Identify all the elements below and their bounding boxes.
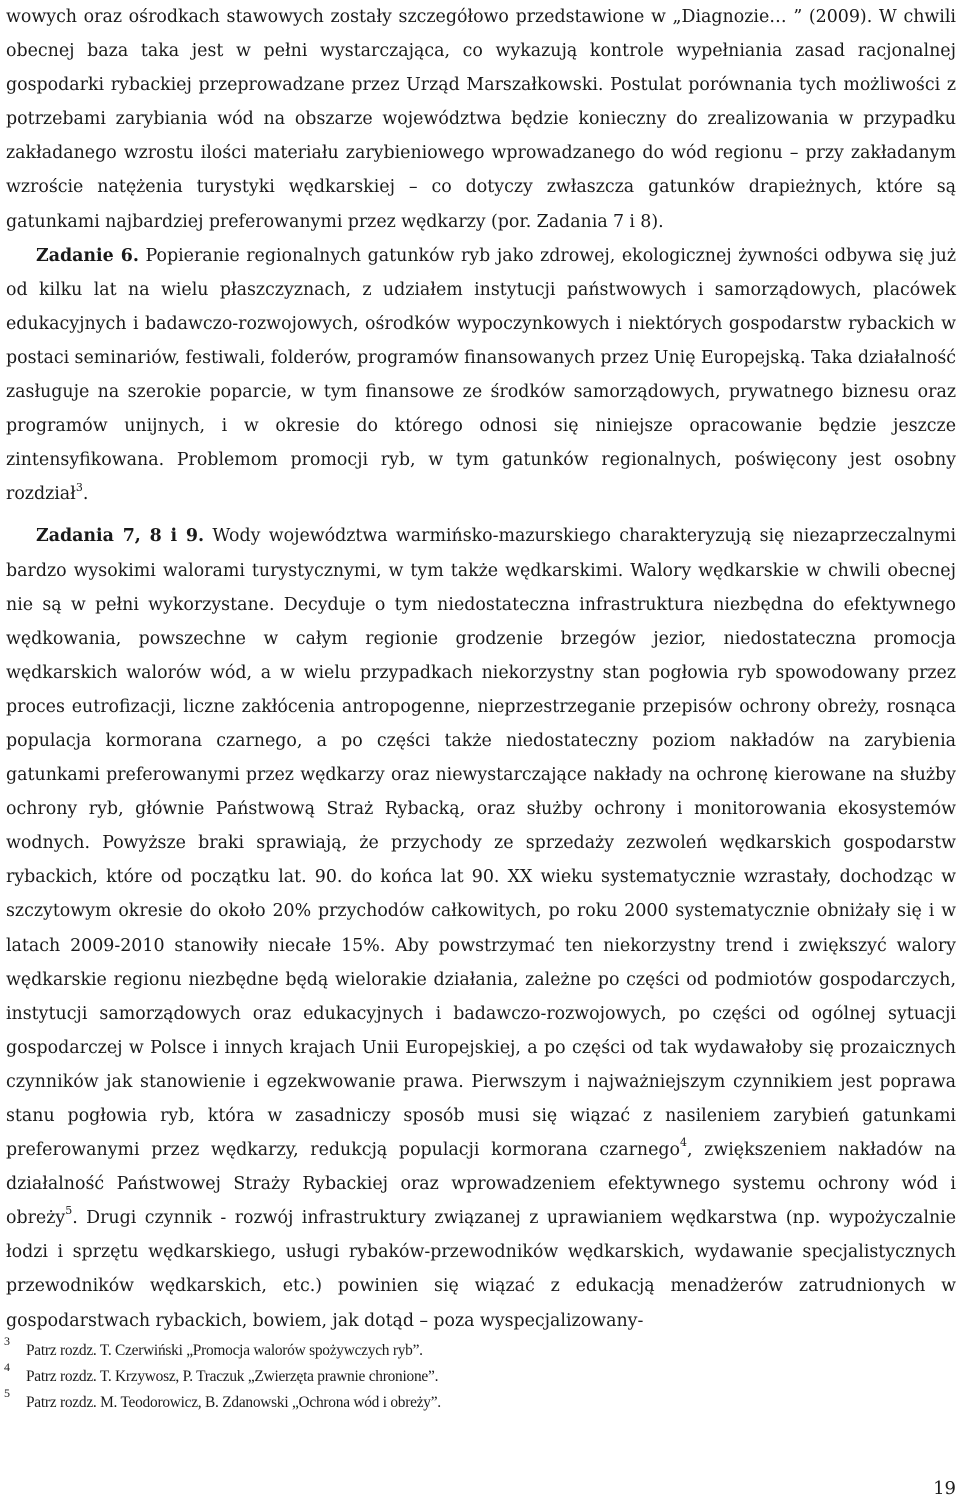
tasks-7-8-9-text-b: , zwiększeniem nakładów na działalność Państwowej Straży Rybackiej oraz wprowadzeniem efektywnego systemu ochrony wód i obreży [6,1140,956,1229]
task-6-heading: Zadanie 6. [36,245,139,266]
tasks-7-8-9-text-c: . Drugi czynnik - rozwój infrastruktury związanej z uprawianiem wędkarstwa (np. wypożyczalnie łodzi i sprzętu wędkarskiego, usługi rybaków-przewodników wędkarskich, wydawanie specjalistycznych przewodników wędkarskich, etc.) powinien się wiązać z edukacją menadżerów zatrudnionych w gospodarstwach rybackich, bowiem, jak dotąd – poza wyspecjalizowany- [6,1208,956,1331]
footnote-4 [4,1360,906,1390]
task-6-end: . [82,484,89,505]
footnote-ref-3[interactable]: 3 [75,480,83,494]
tasks-7-8-9-heading: Zadania 7, 8 i 9. [36,526,205,547]
footnote-number: 5 [4,1386,10,1400]
footnote-text: Patrz rozdz. T. Krzywosz, P. Traczuk „Zwierzęta prawnie chronione”. [26,1368,439,1385]
footnote-number: 4 [4,1360,10,1374]
paragraph-intro [6,0,956,239]
footnote-ref-4[interactable]: 4 [680,1136,687,1150]
footnote-ref-5[interactable]: 5 [65,1204,73,1218]
page-number: 19 [933,1478,956,1499]
task-6-text: Popieranie regionalnych gatunków ryb jako zdrowej, ekologicznej żywności odbywa się już od kilku lat na wielu płaszczyznach, z udziałem instytucji państwowych i samorządowych, placówek edukacyjnych i badawczo-rozwojowych, ośrodków wypoczynkowych i niektórych gospodarstw rybackich w postaci seminariów, festiwali, folderów, programów finansowanych przez Unię Europejską. Taka działalność zasługuje na szerokie poparcie, w tym finansowe ze środków samorządowych, prywatnego biznesu oraz programów unijnych, i w okresie do którego odnosi się niniejsze opracowanie będzie jeszcze zintensyfikowana. Problemom promocji ryb, w tym gatunków regionalnych, poświęcony jest osobny rozdział [6,245,957,505]
footnote-text: Patrz rozdz. T. Czerwiński „Promocja walorów spożywczych ryb”. [26,1342,423,1359]
paragraph-task-6 [6,239,956,512]
footnotes [4,1334,906,1416]
paragraph-tasks-7-8-9 [6,519,956,1337]
paragraph-intro-text: wowych oraz ośrodkach stawowych zostały szczegółowo przedstawione w „Diagnozie… ” (2009). W chwili obecnej baza taka jest w pełni wystarczająca, co wykazują kontrole wypełniania zasad racjonalnej gospodarki rybackiej przeprowadzane przez Urząd Marszałkowski. Postulat porównania tych możliwości z potrzebami zarybiania wód na obszarze województwa będzie konieczny do zrealizowania w przypadku zakładanego wzrostu ilości materiału zarybieniowego wprowadzanego do wód regionu – przy zakładanym wzroście natężenia turystyki wędkarskiej – co dotyczy zwłaszcza gatunków drapieżnych, które są gatunkami najbardziej preferowanymi przez wędkarzy (por. Zadania 7 i 8). [6,7,956,232]
footnote-text: Patrz rozdz. M. Teodorowicz, B. Zdanowski „Ochrona wód i obreży”. [26,1394,441,1411]
footnote-5 [4,1386,906,1416]
document-body [6,0,956,1338]
tasks-7-8-9-text-a: Wody województwa warmińsko-mazurskiego charakteryzują się niezaprzeczalnymi bardzo wysokimi walorami turystycznymi, w tym także wędkarskimi. Walory wędkarskie w chwili obecnej nie są w pełni wykorzystane. Decyduje o tym niedostateczna infrastruktura niezbędna do efektywnego wędkowania, powszechne w całym regionie grodzenie brzegów jezior, niedostateczna promocja wędkarskich walorów wód, a w wielu przypadkach niekorzystny stan pogłowia ryb spowodowany przez proces eutrofizacji, liczne zakłócenia antropogenne, nieprzestrzeganie przepisów ochrony obreży, rosnąca populacja kormorana czarnego, a po części także niedostateczny poziom nakładów na zarybienia gatunkami preferowanymi przez wędkarzy oraz niewystarczające nakłady na ochronę kierowane na służby ochrony ryb, głównie Państwową Straż Rybacką, oraz służby ochrony i monitorowania ekosystemów wodnych. Powyższe braki sprawiają, że przychody ze sprzedaży zezwoleń wędkarskich gospodarstw rybackich, które od początku lat. 90. do końca lat 90. XX wieku systematycznie wzrastały, dochodząc w szczytowym okresie do około 20% przychodów całkowitych, po roku 2000 systematycznie obniżały się i w latach 2009-2010 stanowiły niecałe 15%. Aby powstrzymać ten niekorzystny trend i zwiększyć walory wędkarskie regionu niezbędne będą wielorakie działania, zależne po części od podmiotów gospodarczych, instytucji samorządowych oraz edukacyjnych i badawczo-rozwojowych, po części od ogólnej sytuacji gospodarczej w Polsce i innych krajach Unii Europejskiej, a po części od tak wydawałoby się prozaicznych czynników jak stanowienie i egzekwowanie prawa. Pierwszym i najważniejszym czynnikiem jest poprawa stanu pogłowia ryb, która w zasadniczy sposób musi się wiązać z nasileniem zarybień gatunkami preferowanymi przez wędkarzy, redukcją populacji kormorana czarnego [6,526,956,1161]
footnote-3 [4,1334,906,1364]
footnote-number: 3 [4,1334,10,1348]
